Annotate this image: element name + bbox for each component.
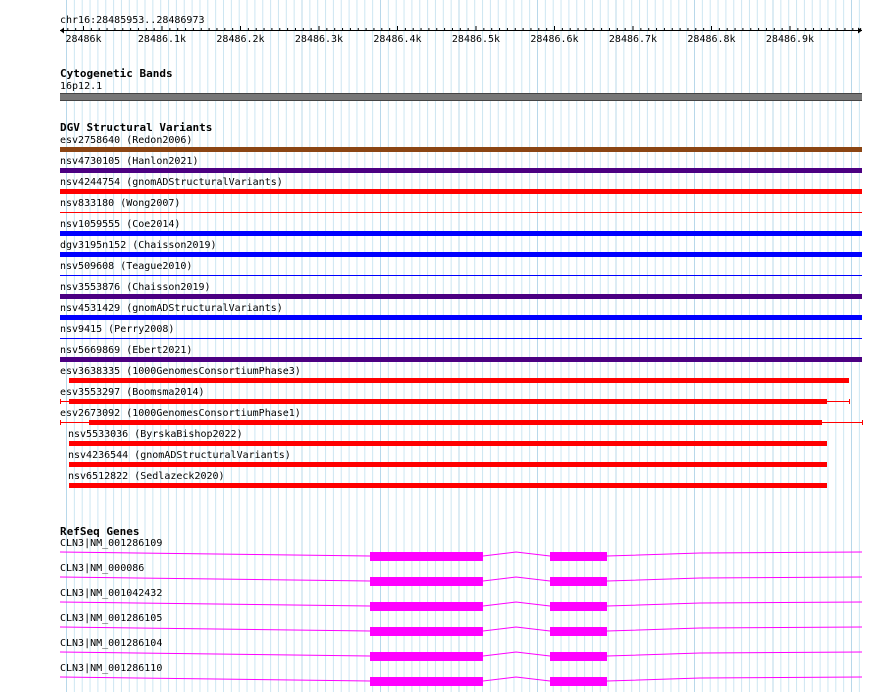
- dgv-feature-label[interactable]: esv3638335 (1000GenomesConsortiumPhase3): [60, 366, 301, 377]
- cytoband-label: 16p12.1: [60, 81, 103, 92]
- refseq-exon[interactable]: [550, 677, 607, 686]
- dgv-feature-label[interactable]: nsv5533036 (ByrskaBishop2022): [68, 429, 243, 440]
- ruler-tick-label: 28486.8k: [687, 34, 736, 45]
- ruler-tick-label: 28486.3k: [294, 34, 344, 45]
- dgv-feature-label[interactable]: nsv1059555 (Coe2014): [60, 219, 181, 230]
- refseq-transcript-label[interactable]: CLN3|NM_001286104: [60, 638, 163, 649]
- dgv-feature-label[interactable]: nsv5669869 (Ebert2021): [60, 345, 193, 356]
- refseq-transcript-label[interactable]: CLN3|NM_001042432: [60, 588, 163, 599]
- ruler-tick-label: 28486.4k: [373, 34, 422, 45]
- ruler-tick-label: 28486.1k: [137, 34, 187, 45]
- refseq-transcript-label[interactable]: CLN3|NM_000086: [60, 563, 145, 574]
- ruler-tick-label: 28486.6k: [530, 34, 579, 45]
- ruler-location: chr16:28485953..28486973: [60, 15, 205, 26]
- ruler-tick-label: 28486k: [65, 34, 102, 45]
- ruler-tick-label: 28486.9k: [765, 34, 815, 45]
- dgv-feature-label[interactable]: nsv4244754 (gnomADStructuralVariants): [60, 177, 283, 188]
- dgv-feature-label[interactable]: nsv6512822 (Sedlazeck2020): [68, 471, 225, 482]
- dgv-feature-label[interactable]: esv3553297 (Boomsma2014): [60, 387, 205, 398]
- dgv-track-title: DGV Structural Variants: [60, 121, 213, 134]
- ruler-tick-label: 28486.5k: [451, 34, 501, 45]
- dgv-feature-label[interactable]: nsv4730105 (Hanlon2021): [60, 156, 199, 167]
- refseq-transcript-label[interactable]: CLN3|NM_001286109: [60, 538, 163, 549]
- dgv-feature-label[interactable]: nsv9415 (Perry2008): [60, 324, 175, 335]
- refseq-transcript-label[interactable]: CLN3|NM_001286110: [60, 663, 163, 674]
- dgv-feature-label[interactable]: nsv509608 (Teague2010): [60, 261, 193, 272]
- dgv-feature-label[interactable]: esv2673092 (1000GenomesConsortiumPhase1): [60, 408, 301, 419]
- dgv-feature-label[interactable]: nsv4531429 (gnomADStructuralVariants): [60, 303, 283, 314]
- dgv-feature-label[interactable]: nsv4236544 (gnomADStructuralVariants): [68, 450, 291, 461]
- refseq-transcript-label[interactable]: CLN3|NM_001286105: [60, 613, 163, 624]
- dgv-feature-label[interactable]: nsv833180 (Wong2007): [60, 198, 181, 209]
- dgv-feature-label[interactable]: dgv3195n152 (Chaisson2019): [60, 240, 217, 251]
- dgv-feature-label[interactable]: esv2758640 (Redon2006): [60, 135, 193, 146]
- refseq-exon[interactable]: [370, 677, 483, 686]
- refseq-track-title: RefSeq Genes: [60, 525, 140, 538]
- dgv-feature-label[interactable]: nsv3553876 (Chaisson2019): [60, 282, 211, 293]
- cytoband-track-title: Cytogenetic Bands: [60, 67, 173, 80]
- ruler-tick-label: 28486.7k: [608, 34, 658, 45]
- ruler-tick-label: 28486.2k: [216, 34, 265, 45]
